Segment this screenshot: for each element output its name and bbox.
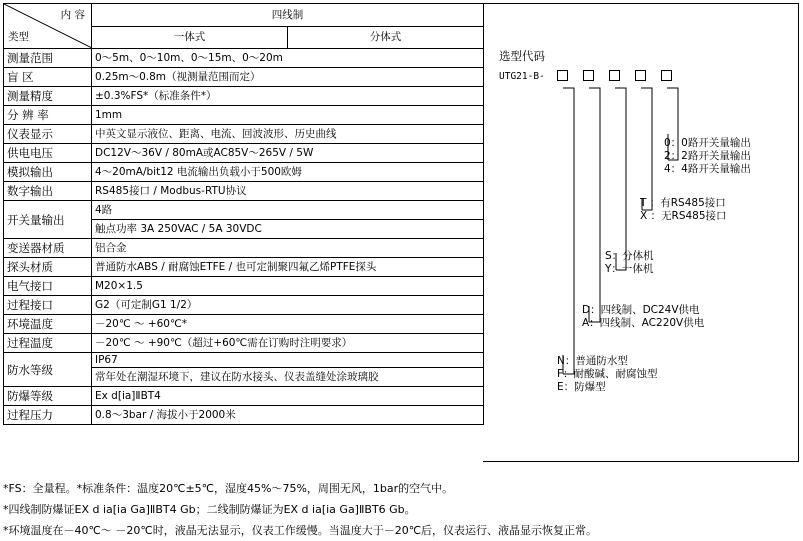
row-label: 数字输出	[4, 182, 92, 201]
option-item: A：四线制、AC220V供电	[582, 317, 705, 329]
power-options	[582, 304, 704, 330]
option-item: F：耐酸碱、耐腐蚀型	[557, 368, 658, 380]
type-header: 类型	[8, 31, 29, 43]
row-value: －20℃ ～ +60℃*	[92, 315, 484, 334]
row-value: Ex d[ia]ⅡBT4	[92, 387, 484, 406]
type-options	[605, 250, 654, 276]
row-label: 过程接口	[4, 296, 92, 315]
option-item: 4：4路开关量输出	[664, 163, 751, 175]
row-value: 0～5m、0～10m、0～15m、0～20m	[92, 49, 484, 68]
row-label: 盲 区	[4, 68, 92, 87]
code-title: 选型代码	[499, 49, 545, 63]
row-value: 中英文显示液位、距离、电流、回波波形、历史曲线	[92, 125, 484, 144]
row-label: 测量范围	[4, 49, 92, 68]
row-value: 铝合金	[92, 239, 484, 258]
row-label: 测量精度	[4, 87, 92, 106]
row-label: 分 辨 率	[4, 106, 92, 125]
row-label: 开关量输出	[4, 201, 92, 239]
row-value: 常年处在潮湿环境下，建议在防水接头、仪表盖缝处涂玻璃胶	[92, 368, 484, 387]
row-label: 防水等级	[4, 353, 92, 387]
row-label: 变送器材质	[4, 239, 92, 258]
option-item: E：防爆型	[557, 381, 606, 393]
material-options	[557, 355, 658, 394]
footnotes	[3, 478, 597, 541]
row-value: IP67	[92, 353, 484, 368]
row-value: 1mm	[92, 106, 484, 125]
switch-options	[664, 137, 751, 176]
row-label: 防爆等级	[4, 387, 92, 406]
row-label: 过程压力	[4, 406, 92, 425]
option-item: S：分体机	[605, 250, 654, 262]
row-value: 4路	[92, 201, 484, 220]
row-value: RS485接口 / Modbus-RTU协议	[92, 182, 484, 201]
integrated-header: 一体式	[92, 26, 288, 49]
row-value: ±0.3%FS*（标准条件*）	[92, 87, 484, 106]
row-value: G2（可定制G1 1/2）	[92, 296, 484, 315]
row-value: －20℃ ～ +90℃（超过+60℃需在订购时注明要求）	[92, 334, 484, 353]
option-item: X ：无RS485接口	[640, 210, 727, 222]
footnote: *FS：全量程。*标准条件：温度20℃±5℃，湿度45%～75%，周围无风，1bar的空气中。	[3, 482, 454, 495]
option-item: D：四线制、DC24V供电	[582, 304, 700, 316]
row-value: 触点功率 3A 250VAC / 5A 30VDC	[92, 220, 484, 239]
option-item: Y：一体机	[605, 263, 654, 275]
comm-options	[640, 197, 727, 223]
row-label: 过程温度	[4, 334, 92, 353]
split-header: 分体式	[288, 26, 484, 49]
row-label: 环境温度	[4, 315, 92, 334]
option-item: 2：2路开关量输出	[664, 150, 751, 162]
content-header: 内 容	[60, 9, 85, 21]
row-label: 电气接口	[4, 277, 92, 296]
row-value: 4～20mA/bit12 电流输出负载小于500欧姆	[92, 163, 484, 182]
row-label: 仪表显示	[4, 125, 92, 144]
product-header: 四线制	[92, 4, 484, 27]
footnote: *四线制防爆证EX d ia[ia Ga]ⅡBT4 Gb；二线制防爆证为EX d ia[ia Ga]ⅡBT6 Gb。	[3, 503, 416, 516]
row-value: 0.8～3bar / 海拔小于2000米	[92, 406, 484, 425]
row-label: 探头材质	[4, 258, 92, 277]
option-item: N：普通防水型	[557, 355, 628, 367]
option-item: 0：0路开关量输出	[664, 137, 751, 149]
footnote: *环境温度在－40℃～ －20℃时，液晶无法显示，仪表工作缓慢。当温度大于－20℃后，仪表运行、液晶显示恢复正常。	[3, 524, 598, 537]
row-label: 供电电压	[4, 144, 92, 163]
row-value: 0.25m～0.8m（视测量范围而定）	[92, 68, 484, 87]
option-item: T ：有RS485接口	[640, 197, 726, 209]
model-prefix: UTG21-B-	[499, 71, 545, 82]
row-label: 模拟输出	[4, 163, 92, 182]
row-value: DC12V～36V / 80mA或AC85V～265V / 5W	[92, 144, 484, 163]
row-value: M20×1.5	[92, 277, 484, 296]
row-value: 普通防水ABS / 耐腐蚀ETFE / 也可定制聚四氟乙烯PTFE探头	[92, 258, 484, 277]
